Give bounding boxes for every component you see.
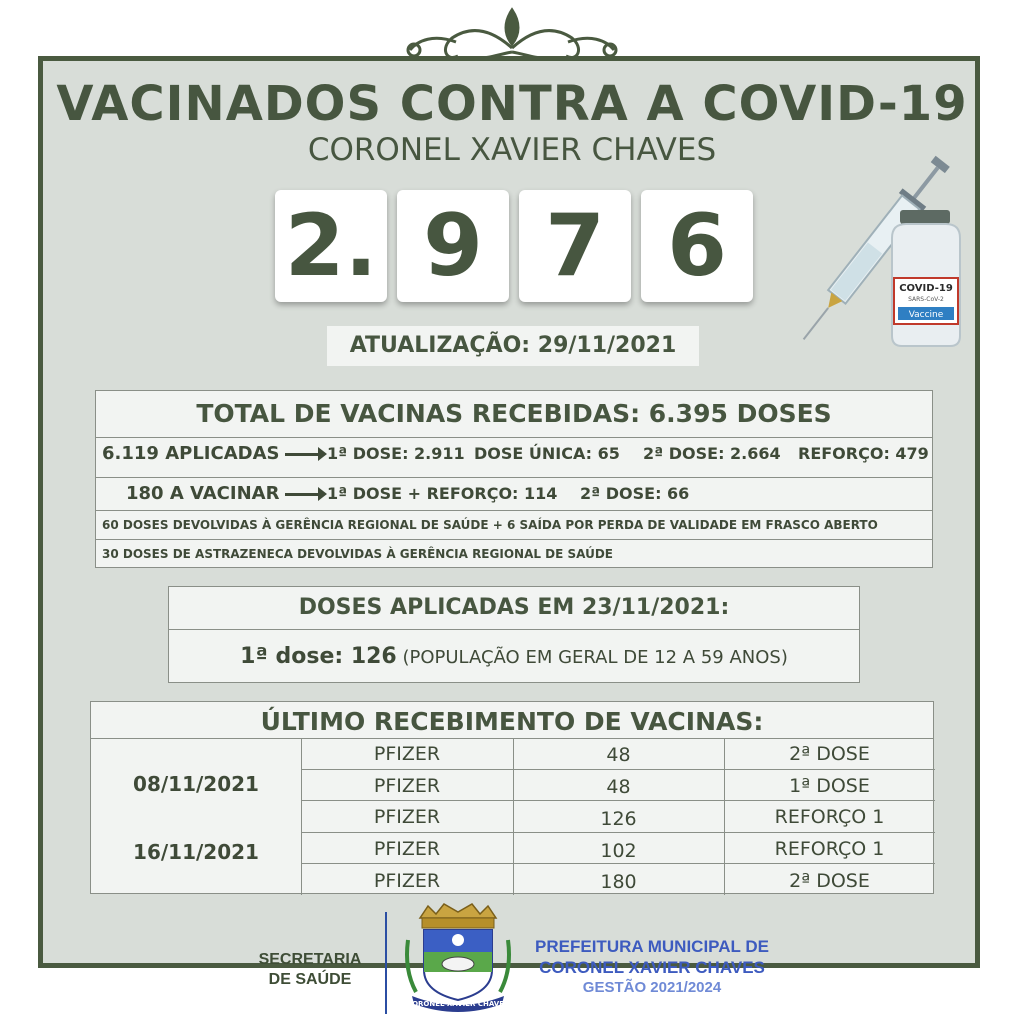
to-vaccinate-row xyxy=(96,477,932,510)
secretaria-label xyxy=(250,950,370,990)
receipt-title: ÚLTIMO RECEBIMENTO DE VACINAS: xyxy=(260,707,764,736)
dose-row xyxy=(169,629,859,684)
divider xyxy=(385,912,387,1014)
applied-item: REFORÇO: 479 xyxy=(798,444,929,463)
applied-item: DOSE ÚNICA: 65 xyxy=(474,444,620,463)
applied-row xyxy=(96,437,932,470)
to-vaccinate-label-text: 180 A VACINAR xyxy=(126,483,280,504)
vaccine-qty: 102 xyxy=(600,840,637,862)
note-astrazeneca: 30 DOSES DE ASTRAZENECA DEVOLVIDAS À GERÊNCIA REGIONAL DE SAÚDE xyxy=(96,539,932,568)
counter-digit: 2. xyxy=(275,190,387,302)
applied-item: 2ª DOSE: 2.664 xyxy=(643,444,781,463)
prefeitura-line: GESTÃO 2021/2024 xyxy=(582,979,722,996)
vaccine-qty: 48 xyxy=(606,744,631,766)
receipt-date: 08/11/2021 xyxy=(133,772,259,796)
vaccine-dose-type: REFORÇO 1 xyxy=(774,806,885,828)
divider xyxy=(301,832,935,833)
divider xyxy=(301,863,935,864)
divider xyxy=(301,800,935,801)
vial-label-2: SARS-CoV-2 xyxy=(908,296,944,303)
vial-label-3: Vaccine xyxy=(908,310,944,320)
vaccine-brand: PFIZER xyxy=(373,775,441,797)
vaccine-brand: PFIZER xyxy=(373,806,441,828)
vaccine-dose-type: 2ª DOSE xyxy=(789,743,870,765)
vaccine-qty: 126 xyxy=(600,808,637,830)
receipt-date: 16/11/2021 xyxy=(133,840,259,864)
secretaria-line: SECRETARIA xyxy=(258,951,362,968)
to-vaccinate-label xyxy=(126,478,327,510)
arrow-right-icon xyxy=(285,493,323,496)
prefeitura-line: CORONEL XAVIER CHAVES xyxy=(539,958,765,977)
to-vaccinate-item: 1ª DOSE + REFORÇO: 114 xyxy=(327,484,558,503)
to-vaccinate-item: 2ª DOSE: 66 xyxy=(580,484,690,503)
vaccine-brand: PFIZER xyxy=(373,743,441,765)
ornament-flourish xyxy=(400,4,624,62)
page-title: VACINADOS CONTRA A COVID-19 xyxy=(56,76,968,132)
counter-digit: 7 xyxy=(519,190,631,302)
applied-item: 1ª DOSE: 2.911 xyxy=(327,444,465,463)
note-returned: 60 DOSES DEVOLVIDAS À GERÊNCIA REGIONAL DE SAÚDE + 6 SAÍDA POR PERDA DE VALIDADE EM FRASCO ABERTO xyxy=(96,510,932,539)
secretaria-line: DE SAÚDE xyxy=(268,971,352,988)
counter-digit: 9 xyxy=(397,190,509,302)
vaccine-brand: PFIZER xyxy=(373,870,441,892)
arrow-right-icon xyxy=(285,453,323,456)
dose-detail: (POPULAÇÃO EM GERAL DE 12 A 59 ANOS) xyxy=(396,647,788,668)
update-date: ATUALIZAÇÃO: 29/11/2021 xyxy=(327,326,699,366)
divider xyxy=(301,769,935,770)
vaccine-dose-type: 2ª DOSE xyxy=(789,870,870,892)
total-title: TOTAL DE VACINAS RECEBIDAS: 6.395 DOSES xyxy=(196,399,832,428)
vaccine-syringe-icon xyxy=(780,128,970,368)
vaccine-brand: PFIZER xyxy=(373,838,441,860)
vaccine-dose-type: REFORÇO 1 xyxy=(774,838,885,860)
total-vaccines-box xyxy=(95,390,933,568)
municipal-crest-icon xyxy=(398,900,518,1012)
doses-title: DOSES APLICADAS EM 23/11/2021: xyxy=(298,595,730,620)
page-subtitle: CORONEL XAVIER CHAVES xyxy=(307,132,717,168)
prefeitura-line: PREFEITURA MUNICIPAL DE xyxy=(535,937,769,956)
prefeitura-label xyxy=(522,936,782,998)
counter-digit: 6 xyxy=(641,190,753,302)
vaccine-qty: 48 xyxy=(606,776,631,798)
applied-label xyxy=(102,438,327,470)
vial-label-1: COVID-19 xyxy=(899,283,953,294)
receipt-box xyxy=(90,701,934,894)
applied-label-text: 6.119 APLICADAS xyxy=(102,443,280,464)
doses-applied-box xyxy=(168,586,860,683)
crest-banner-text: CORONEL XAVIER CHAVES xyxy=(406,1000,510,1008)
dose-label: 1ª dose: 126 xyxy=(240,644,397,669)
vaccine-qty: 180 xyxy=(600,871,637,893)
divider xyxy=(91,738,933,739)
vaccine-dose-type: 1ª DOSE xyxy=(789,775,870,797)
